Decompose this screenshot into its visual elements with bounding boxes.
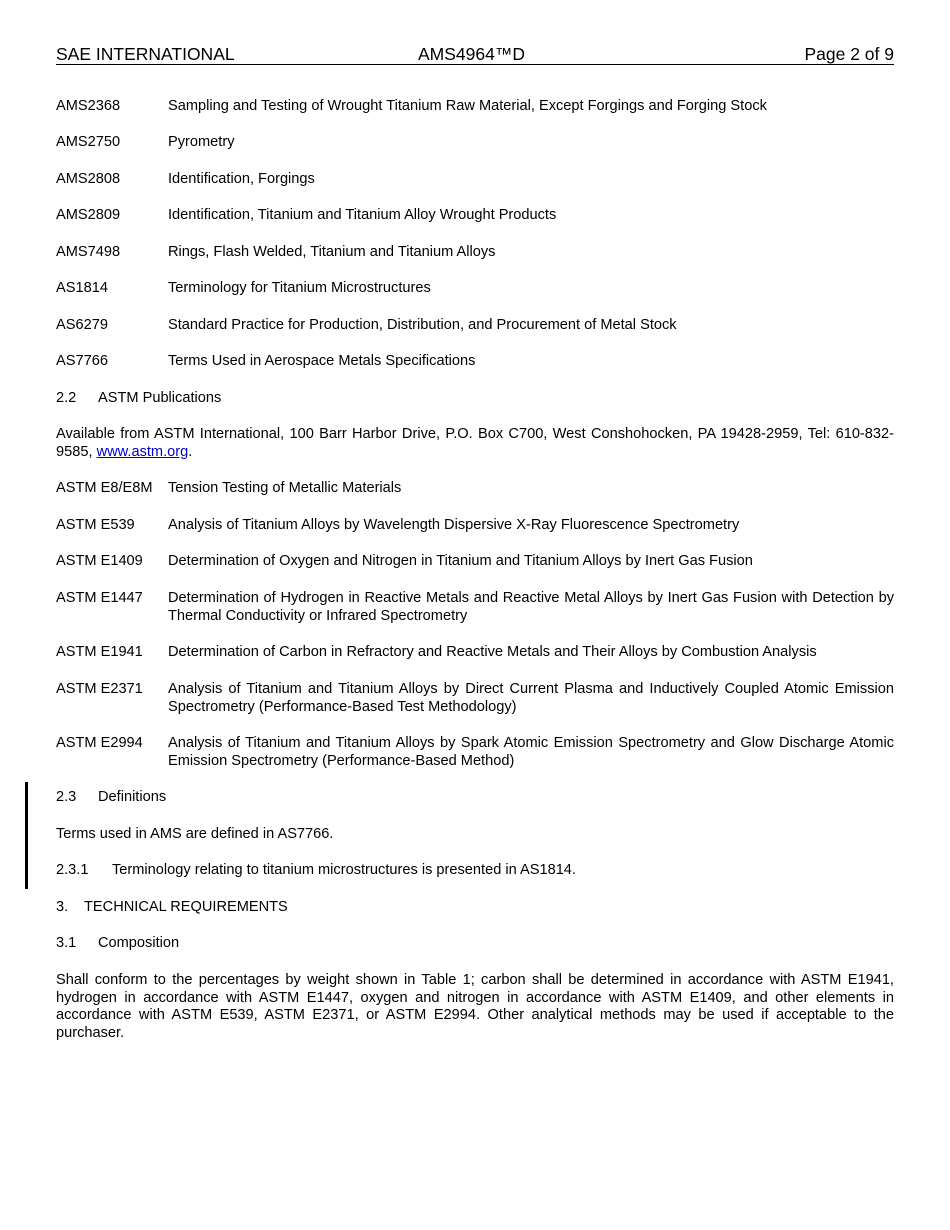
availability-text: Available from ASTM International, 100 Barr Harbor Drive, P.O. Box C700, West Conshohocken, PA 19428-2959, Tel: 610-832-9585, [56, 426, 894, 460]
page-header [56, 44, 894, 65]
reference-item [56, 644, 894, 662]
subsection-number: 2.3.1 [56, 862, 89, 878]
section-heading-composition [56, 935, 179, 953]
reference-code: AMS2808 [56, 171, 121, 187]
reference-item [56, 134, 894, 152]
astm-website-link[interactable]: www.astm.org [96, 443, 189, 460]
composition-paragraph: Shall conform to the percentages by weight shown in Table 1; carbon shall be determined in accordance with ASTM E1941, hydrogen in accordance with ASTM E1447, oxygen and nitrogen in accordance with ASTM E1409, and other elements in accordance with ASTM E539, ASTM E2371, or ASTM E2994. Other analytical methods may be used if acceptable to the purchaser. [56, 972, 894, 1041]
reference-title: Analysis of Titanium and Titanium Alloys by Spark Atomic Emission Spectrometry and Glow Discharge Atomic Emission Spectrometry (Performance-Based Method) [168, 735, 894, 769]
section-number: 2.2 [56, 390, 77, 406]
reference-title: Identification, Forgings [168, 171, 315, 187]
reference-item [56, 171, 894, 189]
reference-code: ASTM E8/E8M [56, 480, 153, 496]
section-number: 3. [56, 899, 69, 915]
reference-item [56, 244, 894, 262]
reference-code: AMS2368 [56, 98, 121, 114]
reference-item [56, 480, 894, 498]
reference-title: Rings, Flash Welded, Titanium and Titanium Alloys [168, 244, 496, 260]
reference-item [56, 681, 894, 716]
reference-title: Analysis of Titanium and Titanium Alloys by Direct Current Plasma and Inductively Coupled Atomic Emission Spectrometry (Performance-Based Test Methodology) [168, 681, 894, 715]
reference-code: AMS2809 [56, 207, 121, 223]
reference-title: Standard Practice for Production, Distribution, and Procurement of Metal Stock [168, 317, 677, 333]
section-title: Composition [98, 935, 180, 951]
reference-title: Determination of Carbon in Refractory and Reactive Metals and Their Alloys by Combustion Analysis [168, 644, 817, 660]
reference-code: ASTM E2371 [56, 681, 143, 697]
astm-availability-text [56, 426, 894, 461]
reference-title: Pyrometry [168, 134, 235, 150]
reference-item [56, 553, 894, 571]
reference-title: Determination of Hydrogen in Reactive Metals and Reactive Metal Alloys by Inert Gas Fusion with Detection by Thermal Conductivity or Infrared Spectrometry [168, 590, 894, 624]
section-number: 2.3 [56, 789, 77, 805]
reference-title: Sampling and Testing of Wrought Titanium Raw Material, Except Forgings and Forging Stock [168, 98, 767, 114]
reference-code: ASTM E1941 [56, 644, 143, 660]
reference-title: Tension Testing of Metallic Materials [168, 480, 402, 496]
reference-code: ASTM E1447 [56, 590, 143, 606]
header-org: SAE INTERNATIONAL [56, 44, 235, 64]
reference-code: AMS7498 [56, 244, 121, 260]
header-doc-number: AMS4964™D [418, 44, 525, 64]
section-heading-technical [56, 899, 288, 917]
reference-title: Terms Used in Aerospace Metals Specifications [168, 353, 476, 369]
section-heading-definitions [56, 789, 166, 807]
reference-code: ASTM E539 [56, 517, 135, 533]
header-page-number: Page 2 of 9 [804, 44, 894, 64]
reference-code: AS7766 [56, 353, 108, 369]
section-title: ASTM Publications [98, 390, 222, 406]
reference-code: ASTM E1409 [56, 553, 143, 569]
section-title: TECHNICAL REQUIREMENTS [84, 899, 288, 915]
reference-item [56, 317, 894, 335]
reference-item [56, 517, 894, 535]
subsection-text: Terminology relating to titanium microstructures is presented in AS1814. [112, 862, 576, 878]
reference-item [56, 280, 894, 298]
section-heading-astm [56, 390, 221, 408]
subsection-2-3-1 [56, 862, 576, 880]
reference-code: ASTM E2994 [56, 735, 143, 751]
reference-code: AMS2750 [56, 134, 121, 150]
definitions-text: Terms used in AMS are defined in AS7766. [56, 826, 334, 842]
section-number: 3.1 [56, 935, 77, 951]
reference-item [56, 735, 894, 770]
reference-title: Analysis of Titanium Alloys by Wavelength Dispersive X-Ray Fluorescence Spectrometry [168, 517, 740, 533]
link-suffix: . [188, 443, 193, 460]
reference-title: Terminology for Titanium Microstructures [168, 280, 431, 296]
reference-title: Determination of Oxygen and Nitrogen in Titanium and Titanium Alloys by Inert Gas Fusion [168, 553, 753, 569]
revision-change-bar [25, 782, 28, 889]
reference-item [56, 353, 894, 371]
reference-title: Identification, Titanium and Titanium Alloy Wrought Products [168, 207, 557, 223]
section-title: Definitions [98, 789, 167, 805]
reference-item [56, 207, 894, 225]
reference-code: AS6279 [56, 317, 108, 333]
reference-item [56, 590, 894, 625]
reference-item [56, 98, 894, 116]
reference-code: AS1814 [56, 280, 108, 296]
